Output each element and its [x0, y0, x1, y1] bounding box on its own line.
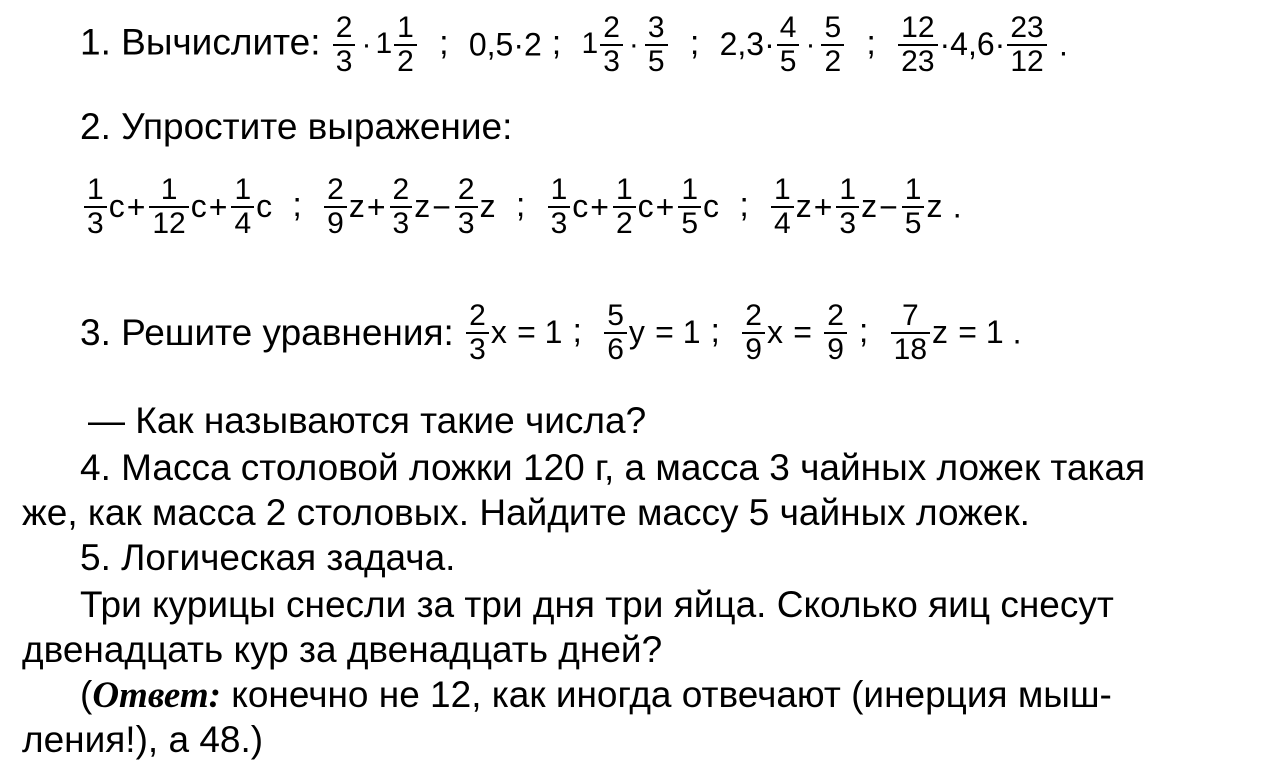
- task2-group-3: $\frac{1}{3}$ c+ $\frac{1}{2}$ c+ $\frac{1}{5}$ c: [546, 183, 730, 224]
- task3-line: 3. Решите уравнения: $\frac{2}{3}$ x = 1 ; $\frac{5}{6}$ y = 1 ; $\frac{2}{9}$ x = $\frac{2}{9}$ ; $\frac{7}{18}$ z = 1 .: [80, 299, 1022, 366]
- task3-eq-3: $\frac{2}{9}$ x = $\frac{2}{9}$: [740, 309, 849, 350]
- task2-group-2: $\frac{2}{9}$ z+ $\frac{2}{3}$ z− $\frac{2}{3}$ z: [322, 183, 506, 224]
- task2-expressions: $\frac{1}{3}$ c+ $\frac{1}{12}$ c+ $\frac{1}{4}$ c ; $\frac{2}{9}$ z+ $\frac{2}{3}$ z− $\frac{2}{3}$ z ; $\frac{1}{3}$ c+ $\frac{1}{2}$ c+ $\frac{1}{5}$ c ; $\frac{1}{4}$ z+ $\frac{1}{3}$ z− $\frac{1}{5}$ z .: [82, 174, 962, 239]
- task4-line-1: 4. Масса столовой ложки 120 г, а масса 3 чайных ложек такая: [80, 447, 1146, 488]
- task2-label: 2. Упростите выражение:: [80, 106, 513, 147]
- task4-line-2: же, как масса 2 столовых. Найдите массу 5 чайных ложек.: [22, 492, 1030, 533]
- task1-line: 1. Вычислите: $\frac{2}{3}$ · 1 $\frac{1}{2}$ ; 0,5·2 ; 1 $\frac{2}{3}$ · $\frac{3}{5}$ ; 2,3· $\frac{4}{5}$ · $\frac{5}{2}$ ; $\frac{12}{23}$ ·4,6· $\frac{23}{12}$ .: [80, 11, 1068, 78]
- fraction: $\frac{1}{2}$: [394, 12, 417, 77]
- task1-expr-4: 2,3· $\frac{4}{5}$ · $\frac{5}{2}$: [720, 21, 857, 62]
- task1-expr-1: $\frac{2}{3}$ · 1 $\frac{1}{2}$: [331, 21, 429, 62]
- fraction: $\frac{2}{3}$: [333, 12, 356, 77]
- task5-line-2: двенадцать кур за двенадцать дней?: [22, 629, 663, 670]
- task5-title: 5. Логическая задача.: [80, 537, 456, 578]
- task1-expr-2: 0,5·2: [468, 26, 542, 63]
- task2-group-1: $\frac{1}{3}$ c+ $\frac{1}{12}$ c+ $\frac{1}{4}$ c: [82, 183, 282, 224]
- task3-eq-4: $\frac{7}{18}$ z = 1: [889, 309, 1004, 350]
- task5-answer-line-2: ления!), а 48.): [22, 719, 264, 760]
- task3-label: 3. Решите уравнения:: [80, 312, 454, 353]
- task5-answer-line-1: (Ответ: конечно не 12, как иногда отвечают (инерция мыш-: [80, 674, 1112, 716]
- task1-label: 1. Вычислите:: [80, 21, 321, 63]
- task3-eq-1: $\frac{2}{3}$ x = 1: [464, 309, 562, 350]
- answer-label: Ответ:: [92, 675, 221, 716]
- task5-line-1: Три курицы снесли за три дня три яйца. Сколько яиц снесут: [80, 584, 1114, 625]
- task1-expr-3: 1 $\frac{2}{3}$ · $\frac{3}{5}$: [582, 21, 680, 62]
- task2-group-4: $\frac{1}{4}$ z+ $\frac{1}{3}$ z− $\frac{1}{5}$ z: [769, 183, 953, 224]
- task1-expr-5: $\frac{12}{23}$ ·4,6· $\frac{23}{12}$: [896, 21, 1059, 62]
- question-text: — Как называются такие числа?: [88, 400, 647, 441]
- task3-eq-2: $\frac{5}{6}$ y = 1: [602, 309, 700, 350]
